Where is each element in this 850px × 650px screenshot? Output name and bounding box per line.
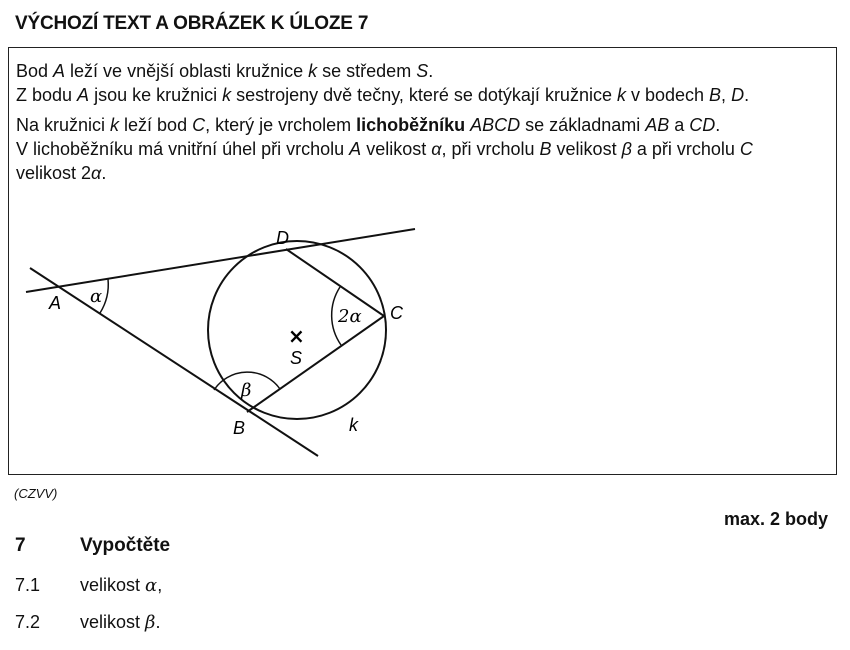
subtask-number: 7.2 xyxy=(15,612,41,632)
label-k: k xyxy=(349,415,358,435)
statement-line-1: Bod A leží ve vnější oblasti kružnice k se středem S. xyxy=(16,61,434,81)
subtask-text: velikost β. xyxy=(80,612,161,633)
task-number: 7 xyxy=(15,535,26,556)
source-credit: (CZVV) xyxy=(14,486,58,501)
subtask-text: velikost α, xyxy=(80,575,163,596)
label-alpha: α xyxy=(90,286,103,307)
subtask-number: 7.1 xyxy=(15,575,41,595)
task-title: Vypočtěte xyxy=(80,535,171,556)
label-S: S xyxy=(290,348,303,368)
statement-line-5: velikost 2α. xyxy=(16,163,107,183)
label-two-alpha: 2α xyxy=(338,306,362,327)
label-A: A xyxy=(49,293,62,313)
segment-DC xyxy=(286,249,384,316)
label-B: B xyxy=(233,418,246,438)
label-D: D xyxy=(276,228,289,248)
segment-BC xyxy=(247,316,384,412)
label-beta: β xyxy=(241,380,252,401)
statement-line-4: V lichoběžníku má vnitřní úhel při vrcholu A velikost α, při vrcholu B velikost β a při vrcholu C xyxy=(16,139,753,159)
tangent-line-AB xyxy=(30,268,318,456)
center-mark-icon: × xyxy=(288,324,305,348)
page-heading: VÝCHOZÍ TEXT A OBRÁZEK K ÚLOZE 7 xyxy=(15,13,369,34)
statement-line-2: Z bodu A jsou ke kružnici k sestrojeny dvě tečny, které se dotýkají kružnice k v bodech B, D. xyxy=(16,85,750,105)
statement-line-3: Na kružnici k leží bod C, který je vrcholem lichoběžníku ABCD se základnami AB a CD. xyxy=(16,115,721,135)
tangent-line-AD xyxy=(26,229,415,292)
label-C: C xyxy=(390,303,403,323)
max-points: max. 2 body xyxy=(723,509,828,529)
